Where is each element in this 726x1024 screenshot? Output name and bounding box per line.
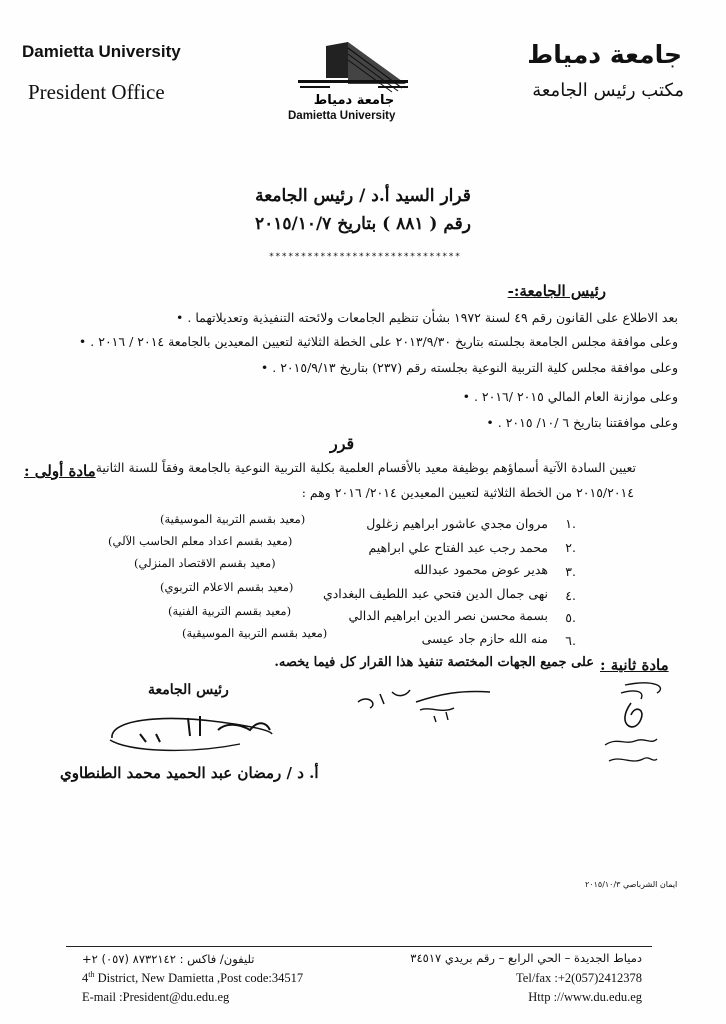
article1-line1: تعيين السادة الآتية أسماؤهم بوظيفة معيد بالأقسام العلمية بكلية التربية النوعية بالجامعة وفقاً للسنة الثانية	[95, 460, 636, 475]
appointee-number: ٥.	[565, 610, 576, 625]
header-office-ar: مكتب رئيس الجامعة	[532, 80, 684, 101]
logo-ar-text: جامعة دمياط	[313, 93, 395, 108]
appointee-number: ٢.	[565, 540, 576, 555]
signature-title: رئيس الجامعة	[148, 682, 229, 698]
stars-divider: ******************************	[268, 252, 462, 262]
footer-website: Http ://www.du.edu.eg	[528, 990, 642, 1004]
appointee-department: (معيد بقسم الاقتصاد المنزلي)	[134, 556, 276, 570]
appointee-number: ٣.	[565, 564, 576, 579]
reviewer-initials-mark	[595, 675, 695, 775]
decide-heading: قرر	[330, 434, 355, 453]
whereas-clause: بعد الاطلاع على القانون رقم ٤٩ لسنة ١٩٧٢ بشأن تنظيم الجامعات ولائحته التنفيذية وتعديلاتهما . •	[176, 310, 678, 325]
header-university-ar: جامعة دمياط	[527, 40, 682, 69]
whereas-clause: وعلى موافقتنا بتاريخ ٦ /١٠/ ٢٠١٥ . •	[486, 415, 678, 430]
appointee-department: (معيد بقسم التربية الموسيقية)	[160, 512, 306, 526]
whereas-clause: وعلى موازنة العام المالي ٢٠١٥ /٢٠١٦ . •	[463, 389, 678, 404]
appointee-department: (معيد بقسم التربية الموسيقية)	[182, 626, 328, 640]
appointee-number: ٤.	[565, 588, 576, 603]
handwritten-date-mark	[350, 680, 500, 725]
appointee-name: نهى جمال الدين فتحي عبد اللطيف البغدادي	[322, 586, 548, 601]
appointee-name: هدير عوض محمود عبدالله	[413, 562, 548, 577]
signature-scribble	[100, 700, 280, 760]
footer-address-ar: دمياط الجديدة – الحي الرابع – رقم بريدي ٣٤٥١٧	[410, 951, 642, 965]
whereas-clause: وعلى موافقة مجلس كلية التربية النوعية بجلسته رقم (٢٣٧) بتاريخ ٢٠١٥/٩/١٣ . •	[261, 360, 678, 375]
footer-email: E-mail :President@du.edu.eg	[82, 990, 230, 1004]
signature-name: أ. د / رمضان عبد الحميد محمد الطنطاوي	[60, 764, 319, 782]
appointee-department: (معيد بقسم التربية الفنية)	[168, 604, 292, 618]
footer-phone-fax-ar: تليفون/ فاكس : ٨٧٣٢١٤٢ (٠٥٧) ٢+	[82, 952, 255, 966]
typist-note: ايمان الشرباصي ٢٠١٥/١٠/٣	[585, 880, 678, 889]
appointee-name: منه الله حازم جاد عيسى	[421, 631, 548, 646]
decision-number: رقم ( ٨٨١ ) بتاريخ ٢٠١٥/١٠/٧	[254, 214, 472, 234]
header-university-en: Damietta University	[22, 42, 181, 61]
appointee-name: مروان مجدي عاشور ابراهيم زغلول	[366, 516, 548, 531]
decision-title: قرار السيد أ.د / رئيس الجامعة	[255, 186, 471, 206]
appointee-department: (معيد بقسم الاعلام التربوي)	[160, 580, 294, 594]
article2-text: على جميع الجهات المختصة تنفيذ هذا القرار كل فيما يخصه.	[274, 655, 594, 670]
appointee-name: محمد رجب عبد الفتاح علي ابراهيم	[368, 540, 548, 555]
article1-label: مادة أولى :	[24, 462, 96, 480]
header-office-en: President Office	[28, 80, 165, 104]
appointee-number: ٦.	[565, 633, 576, 648]
whereas-clause: وعلى موافقة مجلس الجامعة بجلسته بتاريخ ٢٠١٣/٩/٣٠ على الخطة الثلاثية لتعيين المعيدين بالجامعة ٢٠١٤ / ٢٠١٦ . •	[79, 334, 678, 349]
article1-line2: ٢٠١٥/٢٠١٤ من الخطة الثلاثية لتعيين المعيدين ٢٠١٤/ ٢٠١٦ وهم :	[301, 485, 634, 500]
logo-caption-en: Damietta University	[288, 110, 396, 122]
appointee-number: ١.	[565, 516, 576, 531]
addressee-heading: رئيس الجامعة:-	[507, 282, 606, 300]
appointee-department: (معيد بقسم اعداد معلم الحاسب الآلي)	[108, 534, 293, 548]
article2-label: مادة ثانية :	[600, 656, 669, 674]
footer-telfax: Tel/fax :+2(057)2412378	[516, 971, 642, 985]
footer-address-en: 4th District, New Damietta ,Post code:34517	[82, 970, 304, 986]
footer-divider	[66, 946, 652, 947]
appointee-name: بسمة محسن نصر الدين ابراهيم الدالي	[348, 608, 548, 623]
